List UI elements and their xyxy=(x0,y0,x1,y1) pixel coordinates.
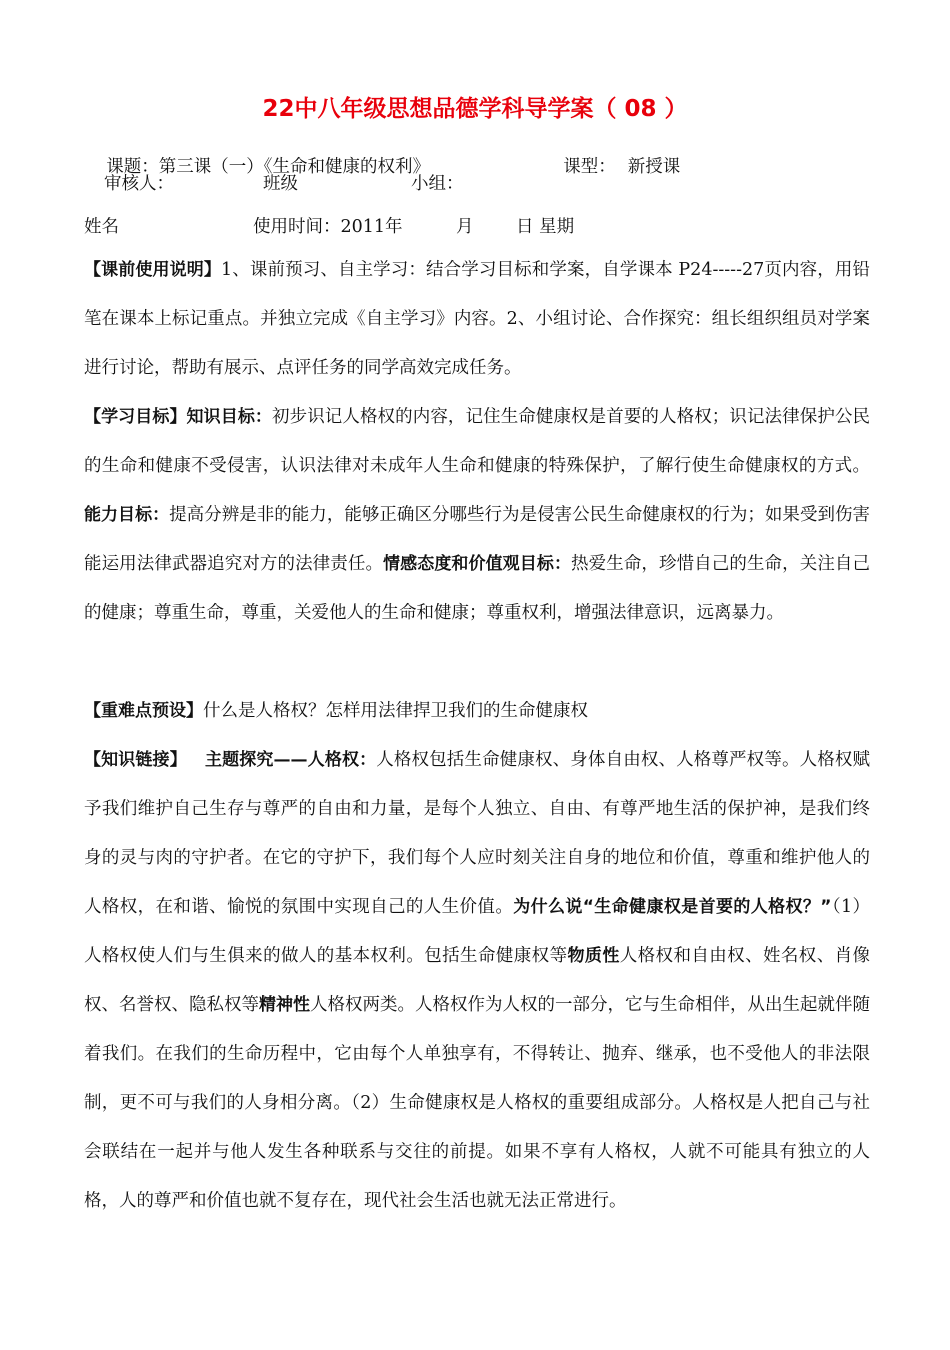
lesson-type-row xyxy=(541,128,680,206)
answer-part-3: 人格权两类。人格权作为人权的一部分，它与生命相伴，从出生起就伴随着我们。在我们的生命历程中，它由每个人单独享有，不得转让、抛弃、继承，也不受他人的非法限制，更不可与我们的人身相分离。（2）生命健康权是人格权的重要组成部分。人格权是人把自己与社会联结在一起并与他人发生各种联系与交往的前提。如果不享有人格权，人就不可能具有独立的人格，人的尊严和价值也就不复存在，现代社会生活也就无法正常进行。 xyxy=(84,995,870,1211)
pre-class-text: 1、课前预习、自主学习：结合学习目标和学案，自学课本 P24-----27页内容，用铅笔在课本上标记重点。并独立完成《自主学习》内容。2、小组讨论、合作探究：组长组织组员对学案进行讨论，帮助有展示、点评任务的同学高效完成任务。 xyxy=(84,260,871,378)
knowledge-link-text: 人格权包括生命健康权、身体自由权、人格尊严权等。人格权赋予我们维护自己生存与尊严的自由和力量，是每个人独立、自由、有尊严地生活的保护神，是我们终身的灵与肉的守护者。在它的守护下，我们每个人应时刻关注自身的地位和价值，尊重和维护他人的人格权，在和谐、愉悦的氛围中实现自己的人生价值。 xyxy=(84,750,871,917)
question-heading: 为什么说“生命健康权是首要的人格权？” xyxy=(513,897,832,917)
pre-class-instructions xyxy=(84,246,870,393)
ability-goal-text: 提高分辨是非的能力，能够正确区分哪些行为是侵害公民生命健康权的行为；如果受到伤害能运用法律武器追究对方的法律责任。 xyxy=(84,505,871,574)
pre-class-heading: 【课前使用说明】 xyxy=(84,260,221,280)
knowledge-link-subheading: 主题探究——人格权： xyxy=(204,750,377,770)
month-label: 月 xyxy=(456,217,474,237)
student-name-label: 姓名 xyxy=(84,217,119,237)
class-label: 班级 xyxy=(263,174,298,194)
knowledge-goal-text: 初步识记人格权的内容，记住生命健康权是首要的人格权；识记法律保护公民的生命和健康不受侵害，认识法律对未成年人生命和健康的特殊保护，了解行使生命健康权的方式。 xyxy=(84,407,871,476)
learning-goals-heading: 【学习目标】 xyxy=(84,407,187,427)
topic-label: 课题：第三课（一）《生命和健康的权利》 xyxy=(106,157,431,177)
emotion-goal-label: 情感态度和价值观目标： xyxy=(383,554,572,574)
key-points-heading: 【重难点预设】 xyxy=(84,701,203,721)
reviewer-label: 审核人： xyxy=(104,174,174,194)
answer-part-2: 人格权和自由权、姓名权、肖像权、名誉权、隐私权等 xyxy=(84,946,871,1015)
ability-goal-label: 能力目标： xyxy=(84,505,170,525)
day-weekday-label: 日 星期 xyxy=(516,217,575,237)
use-time-label: 使用时间：2011年 xyxy=(253,217,403,237)
lesson-type-value: 新授课 xyxy=(627,157,681,177)
document-title: 22中八年级思想品德学科导学案（ 08 ） xyxy=(262,96,688,122)
emotion-goal-text: 热爱生命，珍惜自己的生命，关注自己的健康；尊重生命，尊重，关爱他人的生命和健康；尊重权利，增强法律意识，远离暴力。 xyxy=(84,554,871,623)
group-label: 小组： xyxy=(411,174,464,194)
key-points xyxy=(84,687,870,736)
spiritual-label: 精神性 xyxy=(259,995,310,1015)
answer-part-1: （1）人格权使人们与生俱来的做人的基本权利。包括生命健康权等 xyxy=(84,897,870,966)
learning-goals xyxy=(84,393,870,638)
knowledge-link xyxy=(84,736,870,1226)
lesson-type-label: 课型： xyxy=(563,157,616,177)
knowledge-link-heading: 【知识链接】 xyxy=(84,750,187,770)
material-label: 物质性 xyxy=(567,946,620,966)
key-points-text: 什么是人格权？怎样用法律捍卫我们的生命健康权 xyxy=(203,701,588,721)
knowledge-goal-label: 知识目标： xyxy=(186,407,273,427)
